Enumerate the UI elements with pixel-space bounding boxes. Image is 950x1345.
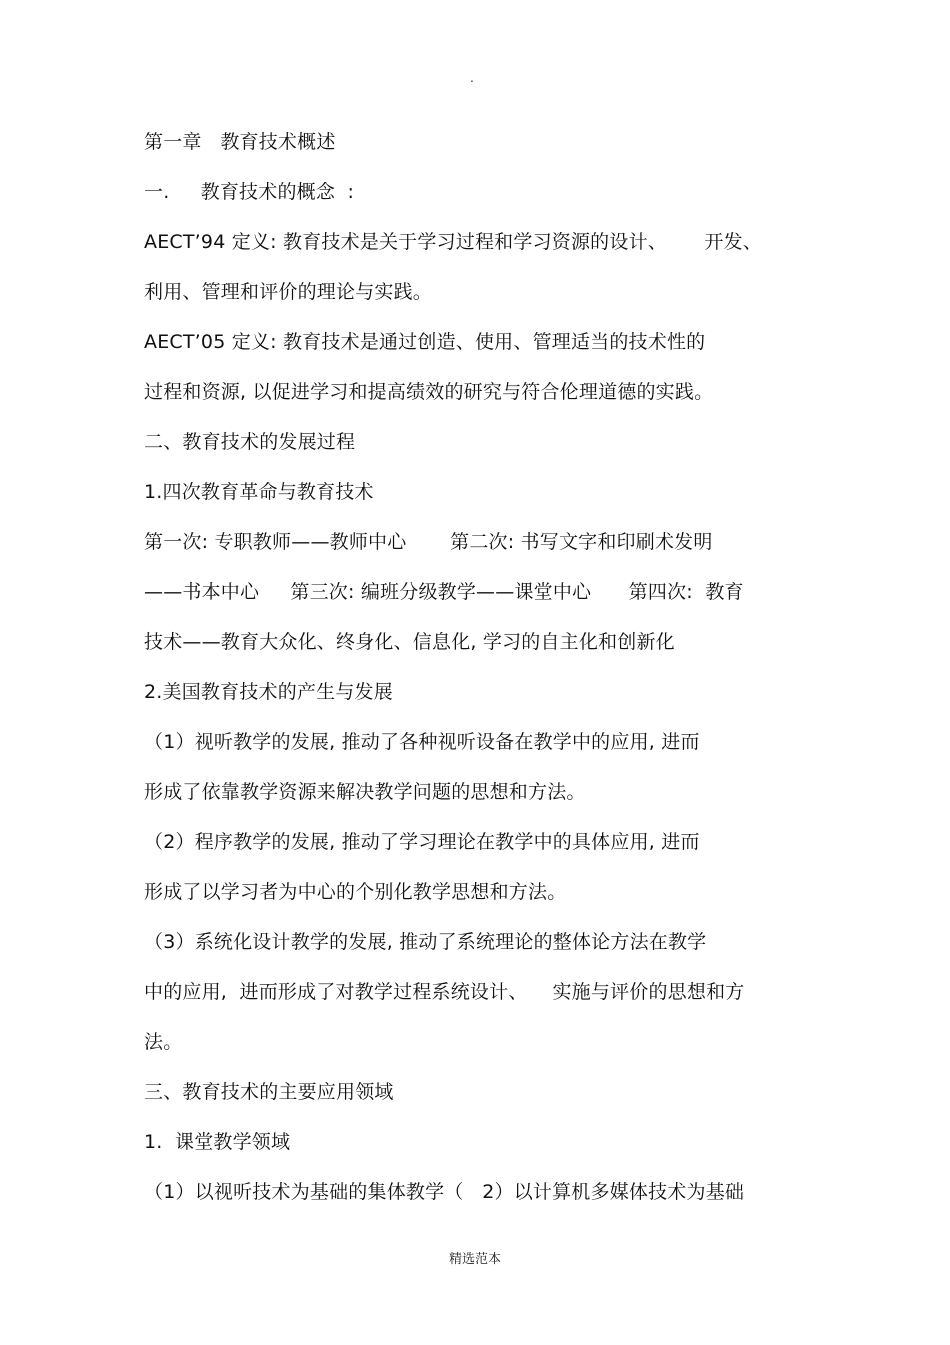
paragraph-line: 利用、管理和评价的理论与实践。 — [144, 281, 433, 303]
chapter-title: 第一章 教育技术概述 — [144, 131, 336, 153]
section-heading: 一. 教育技术的概念 : — [144, 181, 355, 203]
paragraph-line: 第一次: 专职教师——教师中心 第二次: 书写文字和印刷术发明 — [144, 531, 713, 553]
paragraph-line: 技术——教育大众化、终身化、信息化, 学习的自主化和创新化 — [144, 631, 675, 653]
section-heading: 二、教育技术的发展过程 — [144, 431, 356, 453]
paragraph-line: AECT’05 定义: 教育技术是通过创造、使用、管理适当的技术性的 — [144, 331, 706, 353]
paragraph-line: ——书本中心 第三次: 编班分级教学——课堂中心 第四次: 教育 — [144, 581, 744, 603]
subsection-heading: 1.四次教育革命与教育技术 — [144, 481, 374, 503]
paragraph-line: 法。 — [144, 1031, 183, 1053]
paragraph-line: 中的应用, 进而形成了对教学过程系统设计、 实施与评价的思想和方 — [144, 981, 745, 1003]
paragraph-line: （1）视听教学的发展, 推动了各种视听设备在教学中的应用, 进而 — [144, 731, 700, 753]
paragraph-line: （2）程序教学的发展, 推动了学习理论在教学中的具体应用, 进而 — [144, 831, 700, 853]
paragraph-line: （3）系统化设计教学的发展, 推动了系统理论的整体论方法在教学 — [144, 931, 707, 953]
paragraph-line: （1）以视听技术为基础的集体教学（ 2）以计算机多媒体技术为基础 — [144, 1181, 745, 1203]
paragraph-line: 形成了依靠教学资源来解决教学问题的思想和方法。 — [144, 781, 586, 803]
paragraph-line: 过程和资源, 以促进学习和提高绩效的研究与符合伦理道德的实践。 — [144, 381, 714, 403]
document-body — [144, 124, 824, 1224]
paragraph-line: AECT’94 定义: 教育技术是关于学习过程和学习资源的设计、 开发、 — [144, 231, 763, 253]
header-mark: . — [470, 71, 474, 85]
page-footer: 精选范本 — [448, 1252, 501, 1267]
paragraph-line: 形成了以学习者为中心的个别化教学思想和方法。 — [144, 881, 567, 903]
subsection-heading: 2.美国教育技术的产生与发展 — [144, 681, 393, 703]
section-heading: 三、教育技术的主要应用领域 — [144, 1081, 394, 1103]
subsection-heading: 1. 课堂教学领域 — [144, 1131, 291, 1153]
